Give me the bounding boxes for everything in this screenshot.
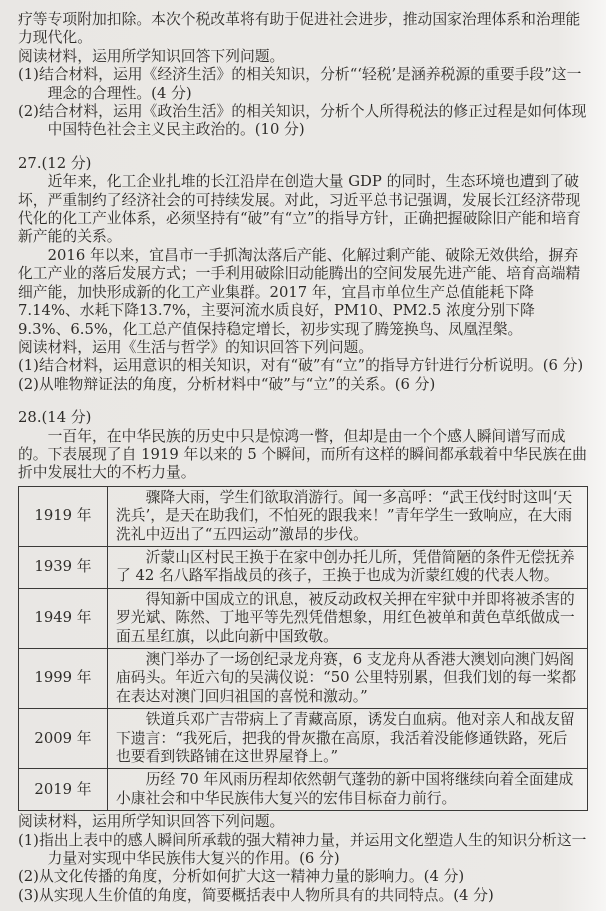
intro-subquestion-1: (1)结合材料，运用《经济生活》的相关知识，分析“‘轻税’是涵养税源的重要手段”这一理念的合理性。(4 分) [18,66,582,102]
table-row [19,546,588,588]
table-row [19,649,588,709]
year-cell: 1999 年 [19,649,108,709]
table-row [19,769,588,811]
year-cell: 2009 年 [19,709,108,769]
question-28-subquestion-1: (1)指出上表中的感人瞬间所承载的强大精神力量，并运用文化塑造人生的知识分析这一力量对实现中华民族伟大复兴的作用。(6 分) [18,831,587,868]
event-cell: 得知新中国成立的讯息，被反动政权关押在牢狱中并即将被杀害的罗光斌、陈然、丁地平等先烈凭借想象，用红色被单和黄色草纸做成一面五星红旗，以此向新中国致敬。 [108,588,588,648]
question-27-paragraph-2: 2016 年以来，宜昌市一手抓淘汰落后产能、化解过剩产能、破除无效供给，摒弃化工产业的落后发展方式；一手利用破除旧动能腾出的空间发展先进产能、培育高端精细产能，加快形成新的化工产业集群。2017 年，宜昌市单位生产总值能耗下降 7.14%、水耗下降13.7%，主要河流水质良好，PM10、PM2.5 浓度分别下降 9.3%、6.5%，化工总产值保持稳定增长，初步实现了腾笼换鸟、凤凰涅槃。 [18,246,581,338]
year-cell: 2019 年 [19,769,108,811]
event-cell: 澳门举办了一场创纪录龙舟赛，6 支龙舟从香港大澳划向澳门妈阁庙码头。年近六旬的吴满仪说：“50 公里特别累，但我们划的每一桨都在表达对澳门回归祖国的喜悦和激动。” [108,649,588,709]
event-cell: 沂蒙山区村民王换于在家中创办托儿所，凭借简陋的条件无偿抚养了 42 名八路军指战员的孩子，王换于也成为沂蒙红嫂的代表人物。 [108,546,588,588]
question-28-read-prompt: 阅读材料，运用所学知识回答下列问题。 [18,813,285,831]
question-28-subquestion-2: (2)从文化传播的角度，分析如何扩大这一精神力量的影响力。(4 分) [18,868,465,886]
question-27-number: 27.(12 分) [18,154,92,172]
question-27-paragraph-1: 近年来，化工企业扎堆的长江沿岸在创造大量 GDP 的同时，生态环境也遭到了破坏，严重制约了经济社会的可持续发展。对此，习近平总书记强调，发展长江经济带现代化的化工产业体系，必须坚持有“破”有“立”的指导方针，正确把握破除旧产能和培育新产能的关系。 [18,173,581,246]
moments-table [18,486,588,812]
year-cell: 1949 年 [19,588,108,648]
question-27-subquestion-2: (2)从唯物辩证法的角度，分析材料中“破”与“立”的关系。(6 分) [18,375,436,393]
intro-subquestion-2: (2)结合材料，运用《政治生活》的相关知识，分析个人所得税法的修正过程是如何体现中国特色社会主义民主政治的。(10 分) [18,103,587,139]
year-cell: 1919 年 [19,486,108,546]
event-cell: 历经 70 年风雨历程却依然朝气蓬勃的新中国将继续向着全面建成小康社会和中华民族伟大复兴的宏伟目标奋力前行。 [108,769,588,811]
question-28-number: 28.(14 分) [18,409,92,427]
event-cell: 铁道兵邓广吉带病上了青藏高原，诱发白血病。他对亲人和战友留下遗言：“我死后，把我的骨灰撒在高原，我活着没能修通铁路，死后也要看到铁路铺在这世界屋脊上。” [108,709,588,769]
table-row [19,588,588,648]
question-27-subquestion-1: (1)结合材料，运用意识的相关知识，对有“破”有“立”的指导方针进行分析说明。(6 分) [18,357,584,375]
question-27-read-prompt: 阅读材料，运用《生活与哲学》的知识回答下列问题。 [18,338,374,356]
question-28-subquestion-3: (3)从实现人生价值的角度，简要概括表中人物所具有的共同特点。(4 分) [18,886,494,904]
intro-read-prompt: 阅读材料，运用所学知识回答下列问题。 [18,47,285,65]
year-cell: 1939 年 [19,546,108,588]
question-28-intro-paragraph: 一百年，在中华民族的历史中只是惊鸿一瞥，但却是由一个个感人瞬间谱写而成的。下表展现了自 1919 年以来的 5 个瞬间，而所有这样的瞬间都承载着中华民族在曲折中发展壮大的不朽力量。 [18,427,587,482]
intro-continuation-paragraph: 疗等专项附加扣除。本次个税改革将有助于促进社会进步，推动国家治理体系和治理能力现代化。 [18,11,581,47]
table-row [19,709,588,769]
event-cell: 骤降大雨，学生们欲取消游行。闻一多高呼：“武王伐纣时这叫‘天洗兵’，是天在助我们，不怕死的跟我来！”青年学生一致响应，在大雨洗礼中迈出了“五四运动”激昂的步伐。 [108,486,588,546]
table-row [19,486,588,546]
